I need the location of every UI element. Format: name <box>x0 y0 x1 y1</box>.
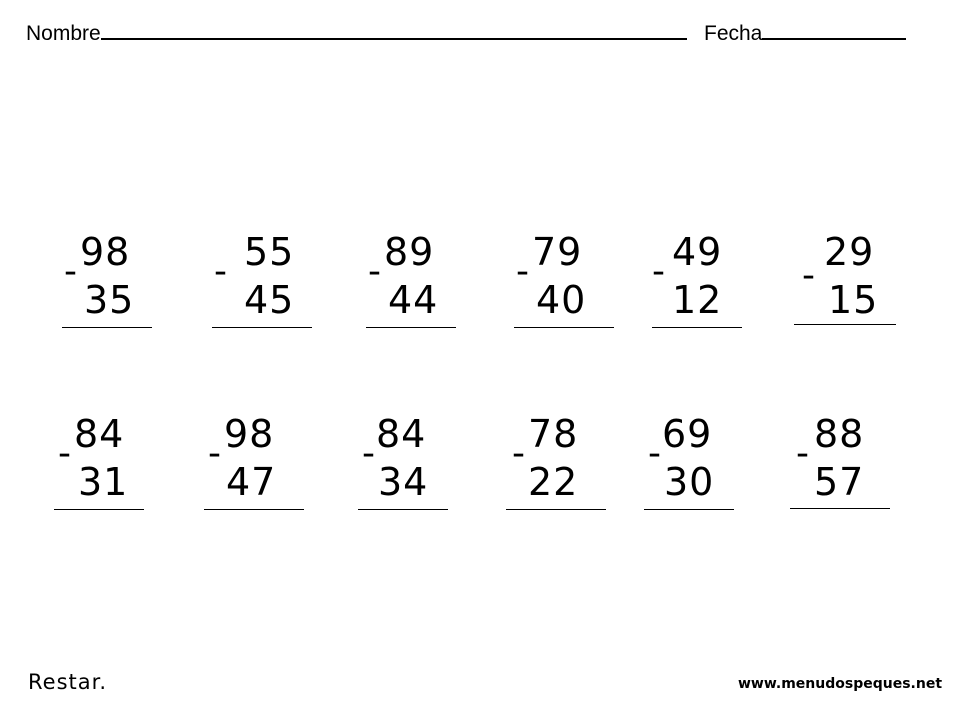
minus-sign: - <box>516 251 529 292</box>
subtrahend: 44 <box>388 278 439 322</box>
answer-line[interactable] <box>506 509 606 510</box>
minus-sign: - <box>802 255 815 296</box>
date-field[interactable] <box>704 20 906 48</box>
minuend: 89 <box>384 230 435 274</box>
minus-sign: - <box>208 433 221 474</box>
answer-line[interactable] <box>366 327 456 328</box>
subtrahend: 22 <box>528 460 579 504</box>
subtrahend: 40 <box>536 278 587 322</box>
subtrahend: 57 <box>814 460 865 504</box>
subtrahend: 34 <box>378 460 429 504</box>
minus-sign: - <box>652 251 665 292</box>
name-blank-line[interactable] <box>101 20 687 40</box>
problem-10 <box>512 414 622 514</box>
answer-line[interactable] <box>204 509 304 510</box>
minuend: 29 <box>824 230 875 274</box>
subtrahend: 30 <box>664 460 715 504</box>
problem-1 <box>64 232 174 332</box>
problem-7 <box>58 414 168 514</box>
minuend: 84 <box>74 412 125 456</box>
minus-sign: - <box>362 433 375 474</box>
minuend: 98 <box>224 412 275 456</box>
problem-6 <box>802 232 912 332</box>
minuend: 55 <box>244 230 295 274</box>
minus-sign: - <box>64 251 77 292</box>
minus-sign: - <box>796 433 809 474</box>
date-blank-line[interactable] <box>762 20 906 40</box>
subtrahend: 31 <box>78 460 129 504</box>
name-field[interactable] <box>26 20 687 48</box>
subtrahend: 15 <box>828 278 879 322</box>
date-label: Fecha <box>704 22 763 45</box>
minus-sign: - <box>512 433 525 474</box>
answer-line[interactable] <box>54 509 144 510</box>
subtrahend: 12 <box>672 278 723 322</box>
minuend: 78 <box>528 412 579 456</box>
answer-line[interactable] <box>790 508 890 509</box>
problem-5 <box>652 232 762 332</box>
answer-line[interactable] <box>212 327 312 328</box>
answer-line[interactable] <box>514 327 614 328</box>
minuend: 88 <box>814 412 865 456</box>
subtrahend: 47 <box>226 460 277 504</box>
answer-line[interactable] <box>358 509 448 510</box>
minuend: 84 <box>376 412 427 456</box>
problem-8 <box>208 414 318 514</box>
problem-2 <box>214 232 324 332</box>
problem-4 <box>516 232 626 332</box>
answer-line[interactable] <box>644 509 734 510</box>
problem-12 <box>796 414 906 514</box>
website-credit: www.menudospeques.net <box>738 676 943 692</box>
minuend: 49 <box>672 230 723 274</box>
minuend: 98 <box>80 230 131 274</box>
minus-sign: - <box>58 433 71 474</box>
problem-9 <box>362 414 472 514</box>
minuend: 79 <box>532 230 583 274</box>
answer-line[interactable] <box>652 327 742 328</box>
minuend: 69 <box>662 412 713 456</box>
minus-sign: - <box>368 251 381 292</box>
subtrahend: 45 <box>244 278 295 322</box>
problem-3 <box>368 232 478 332</box>
instruction-text: Restar. <box>28 670 107 694</box>
minus-sign: - <box>648 433 661 474</box>
answer-line[interactable] <box>794 324 896 325</box>
answer-line[interactable] <box>62 327 152 328</box>
problem-11 <box>648 414 758 514</box>
name-label: Nombre <box>26 22 101 45</box>
minus-sign: - <box>214 251 227 292</box>
subtrahend: 35 <box>84 278 135 322</box>
